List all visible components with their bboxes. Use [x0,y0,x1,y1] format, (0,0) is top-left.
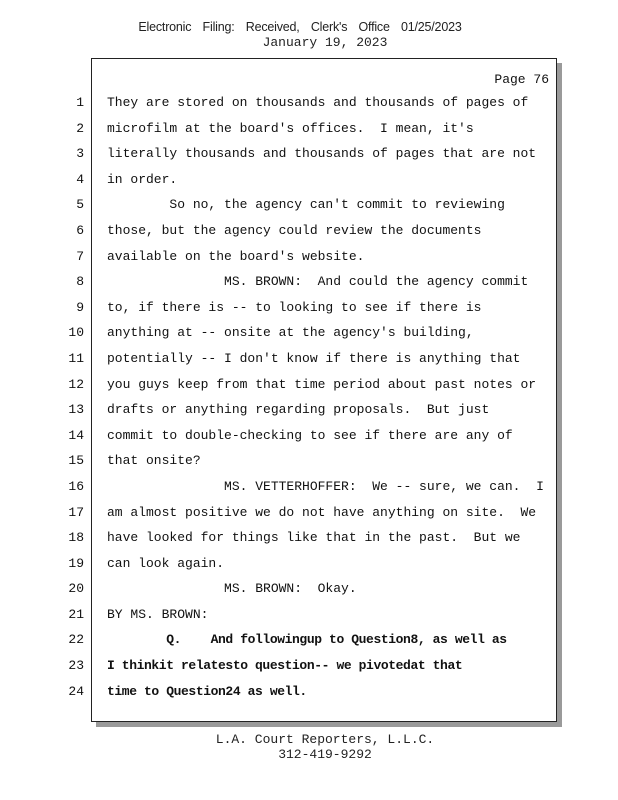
transcript-line: I thinkit relatesto question-- we pivotedat that [107,658,463,674]
transcript-line: commit to double-checking to see if there are any of [107,427,513,443]
page-number: Page 76 [494,72,549,87]
transcript-line: have looked for things like that in the past. But we [107,530,521,546]
transcript-line: MS. BROWN: Okay. [107,581,357,597]
reporter-footer [0,732,618,762]
line-number: 20 [68,581,84,597]
line-number: 23 [68,658,84,674]
transcript-line: time to Question24 as well. [107,683,307,699]
line-number: 4 [76,171,84,187]
line-number: 21 [68,606,84,622]
line-number: 19 [68,555,84,571]
line-number: 12 [68,376,84,392]
reporter-phone: 312-419-9292 [278,747,372,762]
line-number: 9 [76,299,84,315]
transcript-line: you guys keep from that time period about past notes or [107,376,537,392]
reporter-company: L.A. Court Reporters, L.L.C. [215,732,435,747]
transcript-line: potentially -- I don't know if there is anything that [107,350,521,366]
transcript-line: anything at -- onsite at the agency's building, [107,325,474,341]
transcript-line: in order. [107,171,178,187]
line-number: 10 [68,325,84,341]
line-number: 15 [68,453,84,469]
transcript-line: microfilm at the board's offices. I mean, it's [107,120,474,136]
transcript-line: BY MS. BROWN: [107,606,209,622]
line-number: 13 [68,402,84,418]
transcript-line: that onsite? [107,453,201,469]
transcript-text [107,94,547,708]
line-number: 6 [76,222,84,238]
transcript-line: available on the board's website. [107,248,365,264]
line-number: 8 [76,274,84,290]
transcript-line: to, if there is -- to looking to see if there is [107,299,482,315]
transcript-line: am almost positive we do not have anything on site. We [107,504,537,520]
line-number: 17 [68,504,84,520]
line-number: 1 [76,95,84,110]
transcript-line: those, but the agency could review the documents [107,222,482,238]
transcript-date: January 19, 2023 [262,35,388,50]
line-number-column [60,94,84,708]
line-number: 16 [68,478,84,494]
transcript-line: So no, the agency can't commit to reviewing [107,197,505,213]
transcript-line: They are stored on thousands and thousands of pages of [107,95,529,110]
transcript-line: MS. VETTERHOFFER: We -- sure, we can. I [107,478,544,494]
line-number: 24 [68,683,84,699]
transcript-line: MS. BROWN: And could the agency commit [107,274,529,290]
line-number: 3 [76,146,84,162]
transcript-line: Q. And followingup to Question8, as well as [107,632,507,648]
transcript-line: literally thousands and thousands of pages that are not [107,146,537,162]
line-number: 5 [76,197,84,213]
transcript-line: drafts or anything regarding proposals. But just [107,402,490,418]
line-number: 14 [68,427,84,443]
line-number: 18 [68,530,84,546]
line-number: 22 [68,632,84,648]
line-number: 11 [68,350,84,366]
line-number: 2 [76,120,84,136]
transcript-line: can look again. [107,555,225,571]
line-number: 7 [76,248,84,264]
filing-stamp: Electronic Filing: Received, Clerk's Office 01/25/2023 [138,20,462,34]
